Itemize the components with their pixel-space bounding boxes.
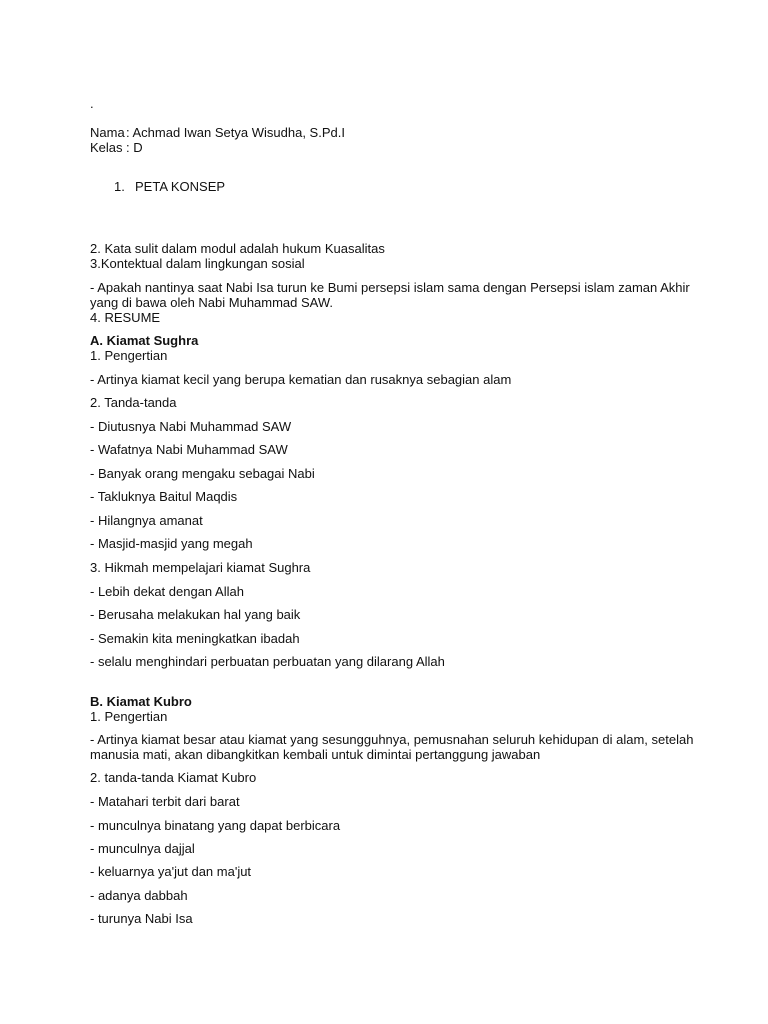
section-a-signs-heading: 2. Tanda-tanda [90,395,177,410]
class-line [90,140,143,155]
list-item: - Diutusnya Nabi Muhammad SAW [90,419,292,434]
section-b-heading: B. Kiamat Kubro [90,694,192,709]
list-item: - selalu menghindari perbuatan perbuatan yang dilarang Allah [90,654,445,669]
list-item: - Hilangnya amanat [90,513,203,528]
contextual-line: 3.Kontektual dalam lingkungan sosial [90,256,305,271]
section-a-heading: A. Kiamat Sughra [90,333,199,348]
section-a-definition-heading: 1. Pengertian [90,348,168,363]
list-item: - Banyak orang mengaku sebagai Nabi [90,466,315,481]
concept-map-item [0,179,768,194]
concept-map-number: 1. [114,179,125,194]
section-b-definition-heading: 1. Pengertian [90,709,168,724]
list-item: - Wafatnya Nabi Muhammad SAW [90,442,288,457]
list-item: - Semakin kita meningkatkan ibadah [90,631,300,646]
name-label: Nama [90,125,125,140]
list-item: - Matahari terbit dari barat [90,794,240,809]
difficult-words-line: 2. Kata sulit dalam modul adalah hukum Kuasalitas [90,241,385,256]
list-item: - Takluknya Baitul Maqdis [90,489,238,504]
list-item: - keluarnya ya'jut dan ma'jut [90,864,252,879]
question-line-1: - Apakah nantinya saat Nabi Isa turun ke Bumi persepsi islam sama dengan Persepsi islam zaman Akhir [90,280,690,295]
question-line-2: yang di bawa oleh Nabi Muhammad SAW. [90,295,334,310]
name-value: : Achmad Iwan Setya Wisudha, S.Pd.I [126,125,345,140]
section-a-definition: - Artinya kiamat kecil yang berupa kematian dan rusaknya sebagian alam [90,372,512,387]
section-a-wisdom-heading: 3. Hikmah mempelajari kiamat Sughra [90,560,311,575]
class-value: : D [126,140,143,155]
list-item: - munculnya binatang yang dapat berbicara [90,818,341,833]
section-b-definition-line-1: - Artinya kiamat besar atau kiamat yang sesungguhnya, pemusnahan seluruh kehidupan di alam, setelah [90,732,694,747]
list-item: - Masjid-masjid yang megah [90,536,253,551]
list-item: - adanya dabbah [90,888,188,903]
leading-dot: . [90,96,94,111]
class-label: Kelas [90,140,123,155]
resume-heading: 4. RESUME [90,310,161,325]
name-line [90,125,345,140]
section-b-signs-heading: 2. tanda-tanda Kiamat Kubro [90,770,257,785]
list-item: - Berusaha melakukan hal yang baik [90,607,301,622]
list-item: - turunya Nabi Isa [90,911,193,926]
list-item: - Lebih dekat dengan Allah [90,584,244,599]
concept-map-title: PETA KONSEP [135,179,226,194]
list-item: - munculnya dajjal [90,841,195,856]
section-b-definition-line-2: manusia mati, akan dibangkitkan kembali untuk dimintai pertanggung jawaban [90,747,541,762]
